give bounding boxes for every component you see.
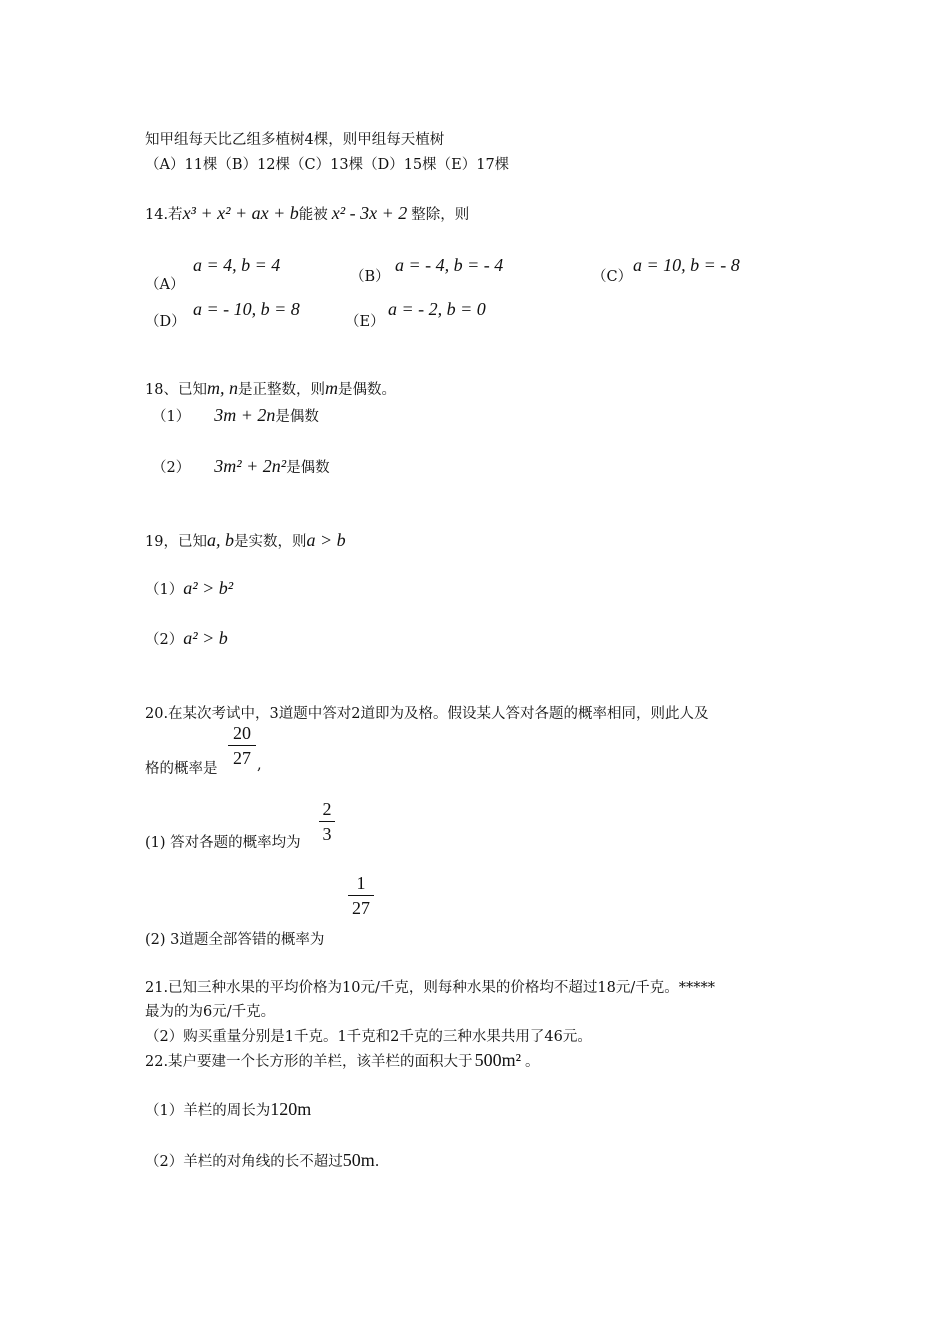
q18-var: m xyxy=(324,378,338,398)
q19-c2-math: a² > b xyxy=(183,628,228,648)
q20-text1: 20.在某次考试中，3道题中答对2道即为及格。假设某人答对各题的概率相同，则此人及 xyxy=(145,706,709,722)
q22-c2-text: （2）羊栏的对角线的长不超过 xyxy=(145,1154,343,1170)
q14-opt-a-label: （A） xyxy=(145,277,185,293)
q14-opt-a: a = 4, b = 4 xyxy=(193,255,281,275)
q21-text2: 最为的为6元/千克。 xyxy=(145,1004,276,1020)
q19-prefix: 19，已知 xyxy=(145,534,207,550)
q20-c2-den: 27 xyxy=(352,898,370,918)
q14-opt-b-label: （B） xyxy=(350,269,390,285)
q20-c1-den: 3 xyxy=(322,824,332,844)
q20-frac-num: 20 xyxy=(233,723,251,743)
q19-vars: a, b xyxy=(206,530,234,550)
q20-c1-text: (1) 答对各题的概率均为 xyxy=(145,835,301,851)
fraction-bar xyxy=(228,745,256,746)
q20-c1-fraction xyxy=(319,798,335,845)
q18-prefix: 18、已知 xyxy=(145,382,207,398)
q18-mid: 是正整数，则 xyxy=(237,382,325,398)
q18-vars: m, n xyxy=(206,378,238,398)
fraction-bar xyxy=(319,821,335,822)
q14-opt-c-label: （C） xyxy=(592,269,633,285)
q19-c2-label: （2） xyxy=(145,632,184,648)
q22-c2 xyxy=(145,1150,379,1171)
q22-c1 xyxy=(145,1099,311,1120)
q18-c2-text: 是偶数 xyxy=(286,460,330,476)
q22-c1-math: 120m xyxy=(270,1099,312,1119)
q19-c1-label: （1） xyxy=(145,582,184,598)
q18-c1-text: 是偶数 xyxy=(275,409,319,425)
q19-c1-math: a² > b² xyxy=(183,578,234,598)
q18-c2-label: （2） xyxy=(152,460,191,476)
q13-options: （A）11棵（B）12棵（C）13棵（D）15棵（E）17棵 xyxy=(145,157,510,173)
fraction-bar xyxy=(348,895,374,896)
q14-stem xyxy=(145,203,469,224)
q20-text2: 格的概率是 xyxy=(145,761,218,777)
q13-text: 知甲组每天比乙组多植树4棵，则甲组每天植树 xyxy=(145,132,445,148)
q22-prefix: 22.某户要建一个长方形的羊栏，该羊栏的面积大于 xyxy=(145,1054,473,1070)
q19-concl: a > b xyxy=(306,530,346,550)
q20-fraction xyxy=(228,722,256,769)
q19-stem xyxy=(145,530,346,551)
q18-c2 xyxy=(152,456,330,477)
q14-opt-d: a = - 10, b = 8 xyxy=(193,299,300,319)
q21-text1: 21.已知三种水果的平均价格为10元/千克，则每种水果的价格均不超过18元/千克。***** xyxy=(145,980,715,996)
q20-c2-text: (2) 3道题全部答错的概率为 xyxy=(145,932,325,948)
q20-c2-num: 1 xyxy=(356,873,366,893)
q14-poly2: x² - 3x + 2 xyxy=(331,203,408,223)
q22-c2-end: . xyxy=(374,1154,380,1170)
q22-area: 500m² xyxy=(474,1050,521,1070)
q22-stem xyxy=(145,1050,539,1071)
q19-mid: 是实数，则 xyxy=(233,534,307,550)
q14-opt-d-label: （D） xyxy=(145,314,186,330)
q20-c2-fraction xyxy=(348,872,374,919)
q14-suffix: 整除，则 xyxy=(411,207,470,223)
q20-frac-den: 27 xyxy=(233,748,251,768)
q18-stem xyxy=(145,378,396,399)
q21-c2: （2）购买重量分别是1千克。1千克和2千克的三种水果共用了46元。 xyxy=(145,1029,592,1045)
q22-suffix: 。 xyxy=(524,1054,540,1070)
q14-opt-e-label: （E） xyxy=(345,314,385,330)
q14-opt-c: a = 10, b = - 8 xyxy=(633,255,740,275)
q14-opt-b: a = - 4, b = - 4 xyxy=(395,255,504,275)
q14-prefix: 14.若 xyxy=(145,207,183,223)
q19-c1 xyxy=(145,578,233,599)
q18-c1 xyxy=(152,405,319,426)
q20-c1-num: 2 xyxy=(322,799,332,819)
q18-c2-math: 3m² + 2n² xyxy=(214,456,287,476)
q14-opt-e: a = - 2, b = 0 xyxy=(388,299,486,319)
q20-comma: , xyxy=(257,757,262,773)
q18-suffix: 是偶数。 xyxy=(337,382,396,398)
q22-c1-text: （1）羊栏的周长为 xyxy=(145,1103,271,1119)
q19-c2 xyxy=(145,628,228,649)
q18-c1-math: 3m + 2n xyxy=(214,405,276,425)
q14-poly1: x³ + x² + ax + b xyxy=(182,203,299,223)
q22-c2-math: 50m xyxy=(342,1150,375,1170)
q14-mid: 能被 xyxy=(298,207,328,223)
q18-c1-label: （1） xyxy=(152,409,191,425)
